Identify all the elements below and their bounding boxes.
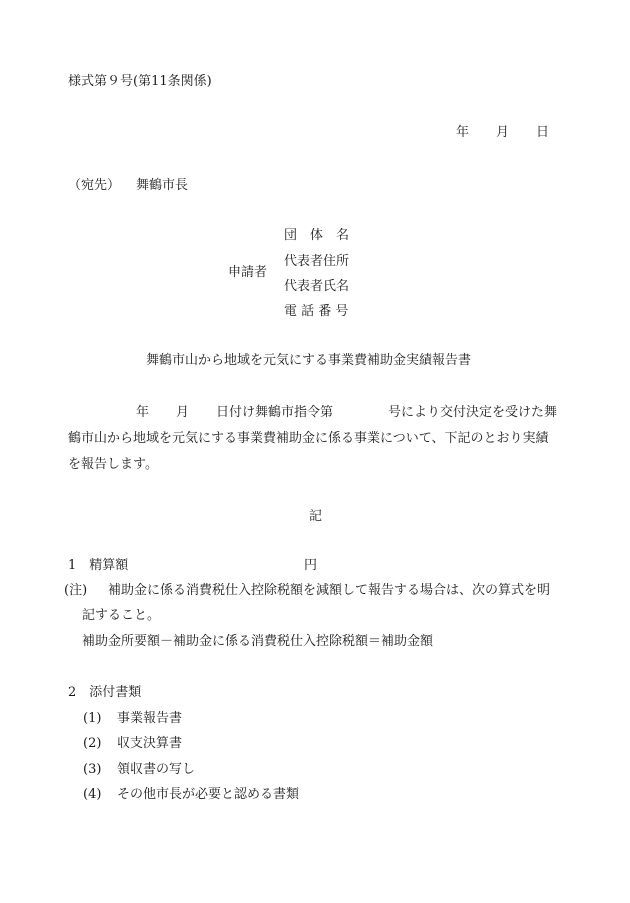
body-reference-suffix: 号により交付決定を受けた舞: [388, 405, 558, 420]
note-label: (注): [64, 583, 88, 598]
attachment-item-number: (4): [83, 787, 102, 802]
attachment-item-text: その他市長が必要と認める書類: [117, 787, 300, 802]
body-line-3: を報告します。: [68, 457, 158, 472]
document-title: 舞鶴市山から地域を元気にする事業費補助金実績報告書: [146, 353, 472, 368]
body-month-label: 月: [176, 405, 190, 420]
note-line-1: 補助金に係る消費税仕入控除税額を減額して報告する場合は、次の算式を明: [108, 583, 551, 598]
date-day-label: 日: [536, 125, 550, 140]
ki-heading: 記: [309, 509, 323, 524]
body-reference-prefix: 日付け舞鶴市指令第: [216, 405, 334, 420]
settlement-heading: 1 精算額: [68, 558, 129, 573]
attachment-item-number: (3): [83, 762, 102, 777]
attachments-heading: 2 添付書類: [68, 685, 142, 700]
settlement-unit: 円: [304, 558, 318, 573]
applicant-rep-name-label: 代表者氏名: [284, 279, 350, 294]
date-month-label: 月: [496, 125, 510, 140]
body-line-2: 鶴市山から地域を元気にする事業費補助金に係る事業について、下記のとおり実績: [68, 431, 549, 446]
attachment-item-text: 収支決算書: [117, 736, 183, 751]
applicant-label: 申請者: [228, 265, 268, 280]
form-number: 様式第９号(第11条関係): [68, 74, 212, 89]
addressee-label: （宛先）: [68, 178, 121, 193]
attachment-item-number: (1): [83, 711, 102, 726]
date-year-label: 年: [456, 125, 470, 140]
applicant-org-name-label: 団 体 名: [284, 228, 350, 243]
applicant-address-label: 代表者住所: [284, 254, 350, 269]
note-line-2: 記すること。: [82, 608, 161, 623]
addressee-name: 舞鶴市長: [136, 178, 189, 193]
attachment-item-number: (2): [83, 736, 102, 751]
note-formula: 補助金所要額－補助金に係る消費税仕入控除税額＝補助金額: [82, 634, 434, 649]
applicant-phone-label: 電 話 番 号: [284, 304, 349, 319]
attachment-item-text: 領収書の写し: [117, 762, 196, 777]
attachment-item-text: 事業報告書: [117, 711, 183, 726]
body-year-label: 年: [136, 405, 150, 420]
